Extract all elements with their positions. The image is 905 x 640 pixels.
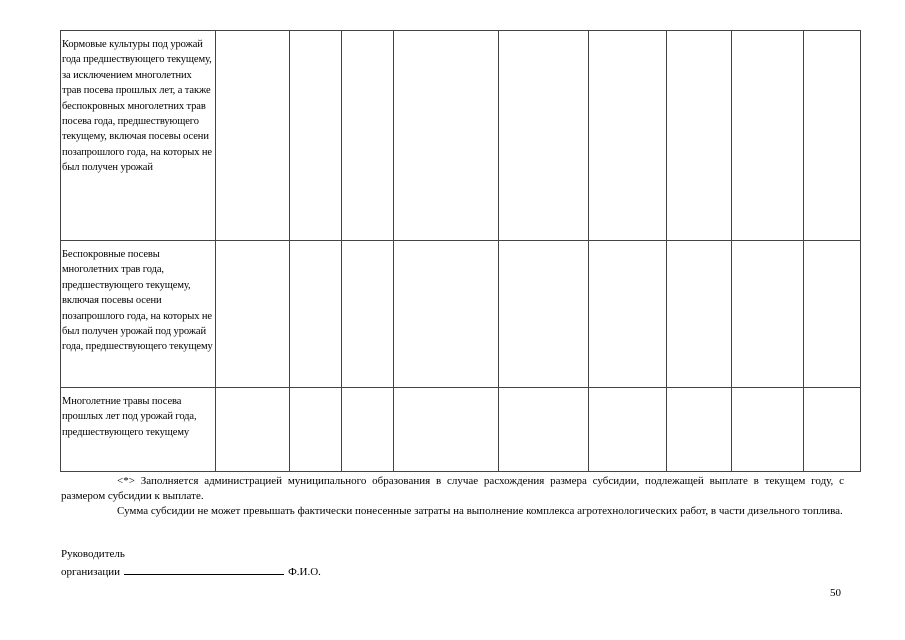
table-cell <box>804 31 861 241</box>
signature-org-label: организации <box>61 566 121 578</box>
table-row <box>61 241 861 388</box>
table-row <box>61 388 861 472</box>
signature-title: Руководитель <box>61 548 125 560</box>
table-cell <box>732 388 804 472</box>
table-cell <box>804 241 861 388</box>
row-label: Кормовые культуры под урожай года предшествующего текущему, за исключением многолетних трав посева прошлых лет, а также беспокровных многолетних трав посева года, предшествующего текущему, включая посевы осени позапрошлого года, на которых не был получен урожай <box>61 31 216 241</box>
table-cell <box>667 241 732 388</box>
table-cell <box>732 31 804 241</box>
table-cell <box>394 241 499 388</box>
table-cell <box>667 31 732 241</box>
table-cell <box>589 388 667 472</box>
table-cell <box>290 31 342 241</box>
page-number: 50 <box>830 587 841 599</box>
table-cell <box>667 388 732 472</box>
table-cell <box>290 241 342 388</box>
table-cell <box>216 31 290 241</box>
table-cell <box>499 388 589 472</box>
table-cell <box>394 31 499 241</box>
signature-name-label: Ф.И.О. <box>288 566 321 578</box>
table-cell <box>499 241 589 388</box>
table-cell <box>342 31 394 241</box>
table-cell <box>290 388 342 472</box>
table-row <box>61 31 861 241</box>
signature-blank <box>124 563 284 575</box>
subsidy-note: Сумма субсидии не может превышать фактически понесенные затраты на выполнение комплекса агротехнологических работ, в части дизельного топлива. <box>117 505 843 517</box>
table-cell <box>732 241 804 388</box>
table-cell <box>216 241 290 388</box>
table-cell <box>342 388 394 472</box>
signature-line <box>61 563 321 580</box>
row-label: Беспокровные посевы многолетних трав года, предшествующего текущему, включая посевы осени позапрошлого года, на которых не был получен урожай под урожай года, предшествующего текущему <box>61 241 216 388</box>
row-label: Многолетние травы посева прошлых лет под урожай года, предшествующего текущему <box>61 388 216 472</box>
table-cell <box>499 31 589 241</box>
table-cell <box>216 388 290 472</box>
table-cell <box>342 241 394 388</box>
table-cell <box>589 31 667 241</box>
footnote: <*> Заполняется администрацией муниципального образования в случае расхождения размера субсидии, подлежащей выплате в текущем году, с размером субсидии к выплате. <box>61 475 844 502</box>
table-cell <box>394 388 499 472</box>
table-cell <box>804 388 861 472</box>
table-cell <box>589 241 667 388</box>
subsidy-table <box>60 30 861 472</box>
